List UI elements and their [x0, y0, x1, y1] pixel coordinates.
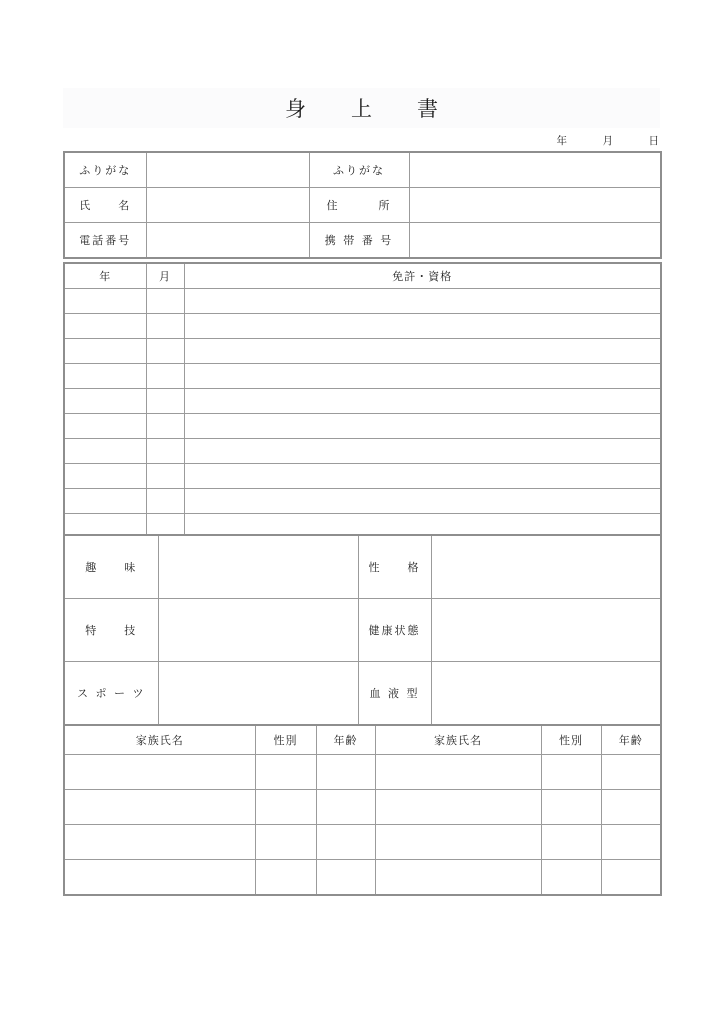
label-furigana-name: ふりがな — [64, 152, 146, 188]
cell-family-sex-right[interactable] — [541, 860, 601, 896]
cell-qual-year[interactable] — [64, 489, 146, 514]
label-personality: 性 格 — [358, 535, 431, 599]
cell-qual-year[interactable] — [64, 364, 146, 389]
title-band — [63, 88, 660, 128]
cell-qual-name[interactable] — [184, 364, 661, 389]
cell-family-age-left[interactable] — [316, 790, 375, 825]
cell-family-age-right[interactable] — [601, 860, 661, 896]
table-row — [64, 755, 661, 790]
column-header-family-name-left: 家族氏名 — [64, 725, 255, 755]
column-header-family-name-right: 家族氏名 — [375, 725, 541, 755]
cell-qual-name[interactable] — [184, 289, 661, 314]
cell-family-sex-right[interactable] — [541, 755, 601, 790]
label-name: 氏 名 — [64, 188, 146, 223]
column-header-sex-right: 性別 — [541, 725, 601, 755]
cell-family-name-left[interactable] — [64, 825, 255, 860]
cell-qual-name[interactable] — [184, 489, 661, 514]
label-blood-type: 血 液 型 — [358, 662, 431, 726]
table-row — [64, 790, 661, 825]
label-address: 住 所 — [309, 188, 409, 223]
cell-qual-month[interactable] — [146, 364, 184, 389]
column-header-sex-left: 性別 — [255, 725, 316, 755]
cell-qual-year[interactable] — [64, 414, 146, 439]
cell-qual-month[interactable] — [146, 289, 184, 314]
column-header-age-right: 年齢 — [601, 725, 661, 755]
table-row — [64, 535, 661, 599]
cell-family-sex-left[interactable] — [255, 755, 316, 790]
column-header-month: 月 — [146, 263, 184, 289]
cell-family-sex-left[interactable] — [255, 790, 316, 825]
column-header-age-left: 年齢 — [316, 725, 375, 755]
label-health-condition: 健康状態 — [358, 599, 431, 662]
field-furigana-address[interactable] — [409, 152, 661, 188]
cell-qual-year[interactable] — [64, 389, 146, 414]
cell-family-age-left[interactable] — [316, 755, 375, 790]
field-health-condition[interactable] — [431, 599, 661, 662]
field-special-skill[interactable] — [158, 599, 358, 662]
field-address[interactable] — [409, 188, 661, 223]
label-mobile: 携 帯 番 号 — [309, 223, 409, 259]
date-line: 年 月 日 — [556, 135, 660, 147]
cell-qual-name[interactable] — [184, 414, 661, 439]
table-row — [64, 389, 661, 414]
cell-family-age-left[interactable] — [316, 860, 375, 896]
field-personality[interactable] — [431, 535, 661, 599]
field-name[interactable] — [146, 188, 309, 223]
table-row — [64, 414, 661, 439]
cell-qual-month[interactable] — [146, 464, 184, 489]
cell-qual-month[interactable] — [146, 414, 184, 439]
table-row — [64, 439, 661, 464]
cell-qual-name[interactable] — [184, 439, 661, 464]
cell-family-name-right[interactable] — [375, 755, 541, 790]
table-row — [64, 188, 661, 223]
field-mobile[interactable] — [409, 223, 661, 259]
cell-qual-month[interactable] — [146, 314, 184, 339]
cell-family-sex-left[interactable] — [255, 825, 316, 860]
table-row — [64, 489, 661, 514]
cell-qual-name[interactable] — [184, 314, 661, 339]
cell-qual-year[interactable] — [64, 289, 146, 314]
table-row — [64, 289, 661, 314]
cell-family-name-right[interactable] — [375, 860, 541, 896]
cell-qual-month[interactable] — [146, 489, 184, 514]
column-header-license: 免許・資格 — [184, 263, 661, 289]
qualifications-table — [63, 262, 662, 540]
table-row — [64, 314, 661, 339]
cell-family-age-left[interactable] — [316, 825, 375, 860]
cell-family-age-right[interactable] — [601, 790, 661, 825]
table-header-row — [64, 263, 661, 289]
attributes-table — [63, 534, 662, 726]
cell-family-name-left[interactable] — [64, 790, 255, 825]
cell-qual-year[interactable] — [64, 464, 146, 489]
cell-qual-year[interactable] — [64, 439, 146, 464]
page-title: 身 上 書 — [285, 97, 450, 121]
table-row — [64, 825, 661, 860]
cell-qual-month[interactable] — [146, 339, 184, 364]
field-hobby[interactable] — [158, 535, 358, 599]
cell-qual-name[interactable] — [184, 464, 661, 489]
cell-qual-month[interactable] — [146, 439, 184, 464]
cell-family-age-right[interactable] — [601, 755, 661, 790]
table-row — [64, 223, 661, 259]
field-furigana-name[interactable] — [146, 152, 309, 188]
label-phone: 電話番号 — [64, 223, 146, 259]
cell-qual-name[interactable] — [184, 339, 661, 364]
cell-family-name-left[interactable] — [64, 755, 255, 790]
table-row — [64, 599, 661, 662]
cell-family-age-right[interactable] — [601, 825, 661, 860]
table-header-row — [64, 725, 661, 755]
cell-qual-year[interactable] — [64, 314, 146, 339]
column-header-year: 年 — [64, 263, 146, 289]
label-furigana-address: ふりがな — [309, 152, 409, 188]
field-sports[interactable] — [158, 662, 358, 726]
cell-family-name-left[interactable] — [64, 860, 255, 896]
label-hobby: 趣 味 — [64, 535, 158, 599]
table-row — [64, 464, 661, 489]
table-row — [64, 662, 661, 726]
cell-family-sex-right[interactable] — [541, 790, 601, 825]
label-sports: ス ポ ー ツ — [64, 662, 158, 726]
cell-qual-month[interactable] — [146, 389, 184, 414]
label-special-skill: 特 技 — [64, 599, 158, 662]
table-row — [64, 339, 661, 364]
cell-family-name-right[interactable] — [375, 790, 541, 825]
family-table — [63, 724, 662, 896]
cell-family-sex-left[interactable] — [255, 860, 316, 896]
contact-table — [63, 151, 662, 259]
table-row — [64, 364, 661, 389]
table-row — [64, 860, 661, 896]
cell-qual-year[interactable] — [64, 339, 146, 364]
table-row — [64, 152, 661, 188]
cell-family-name-right[interactable] — [375, 825, 541, 860]
cell-family-sex-right[interactable] — [541, 825, 601, 860]
field-phone[interactable] — [146, 223, 309, 259]
field-blood-type[interactable] — [431, 662, 661, 726]
cell-qual-name[interactable] — [184, 389, 661, 414]
